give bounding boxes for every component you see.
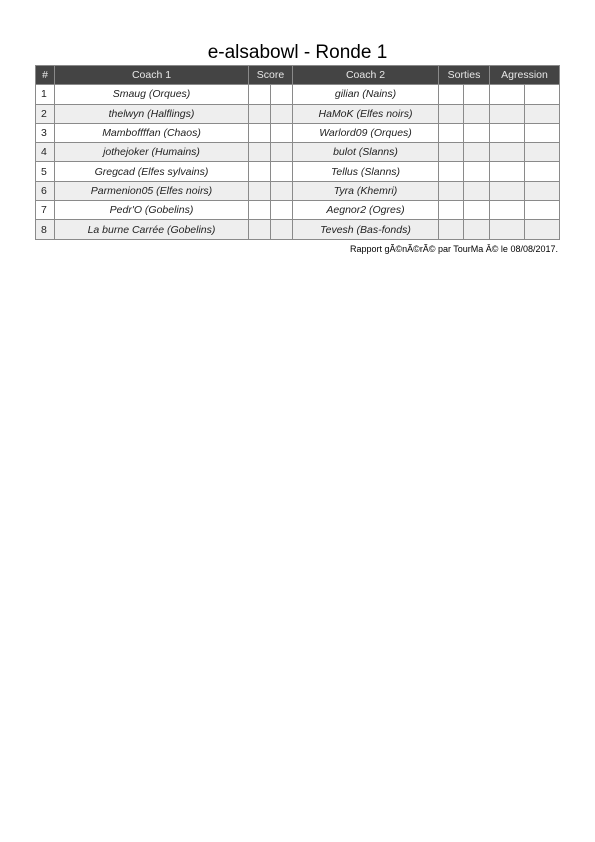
coach-1-cell: Mamboffffan (Chaos)	[55, 123, 249, 142]
table-row	[36, 220, 560, 239]
sorties-2-cell	[464, 162, 490, 181]
header-sorties: Sorties	[439, 66, 490, 85]
coach-1-cell: Pedr'O (Gobelins)	[55, 201, 249, 220]
pairings-table	[35, 65, 560, 240]
sorties-1-cell	[439, 220, 464, 239]
score-1-cell	[249, 143, 271, 162]
score-1-cell	[249, 181, 271, 200]
agression-1-cell	[490, 123, 525, 142]
page-title: e-alsabowl - Ronde 1	[207, 42, 388, 63]
score-1-cell	[249, 201, 271, 220]
table-row	[36, 104, 560, 123]
coach-2-cell: Warlord09 (Orques)	[293, 123, 439, 142]
sorties-1-cell	[439, 162, 464, 181]
row-number: 3	[36, 123, 55, 142]
agression-2-cell	[525, 123, 560, 142]
agression-2-cell	[525, 220, 560, 239]
coach-2-cell: bulot (Slanns)	[293, 143, 439, 162]
sorties-1-cell	[439, 85, 464, 104]
sorties-2-cell	[464, 181, 490, 200]
score-2-cell	[271, 123, 293, 142]
table-header-row	[36, 66, 560, 85]
agression-2-cell	[525, 181, 560, 200]
agression-2-cell	[525, 85, 560, 104]
score-2-cell	[271, 85, 293, 104]
agression-1-cell	[490, 104, 525, 123]
sorties-2-cell	[464, 220, 490, 239]
agression-2-cell	[525, 104, 560, 123]
score-2-cell	[271, 181, 293, 200]
agression-1-cell	[490, 181, 525, 200]
coach-2-cell: Tevesh (Bas-fonds)	[293, 220, 439, 239]
table-body	[36, 85, 560, 239]
row-number: 1	[36, 85, 55, 104]
coach-2-cell: HaMoK (Elfes noirs)	[293, 104, 439, 123]
sorties-2-cell	[464, 104, 490, 123]
sorties-1-cell	[439, 143, 464, 162]
agression-1-cell	[490, 201, 525, 220]
coach-2-cell: gilian (Nains)	[293, 85, 439, 104]
coach-1-cell: La burne Carrée (Gobelins)	[55, 220, 249, 239]
score-2-cell	[271, 220, 293, 239]
table-row	[36, 143, 560, 162]
sorties-1-cell	[439, 104, 464, 123]
header-coach-1: Coach 1	[55, 66, 249, 85]
agression-1-cell	[490, 143, 525, 162]
score-1-cell	[249, 85, 271, 104]
score-2-cell	[271, 104, 293, 123]
table-row	[36, 162, 560, 181]
sorties-2-cell	[464, 123, 490, 142]
table-row	[36, 201, 560, 220]
agression-1-cell	[490, 162, 525, 181]
agression-2-cell	[525, 201, 560, 220]
table-row	[36, 181, 560, 200]
sorties-2-cell	[464, 143, 490, 162]
score-2-cell	[271, 201, 293, 220]
coach-1-cell: thelwyn (Halflings)	[55, 104, 249, 123]
table-row	[36, 123, 560, 142]
score-1-cell	[249, 220, 271, 239]
row-number: 7	[36, 201, 55, 220]
score-2-cell	[271, 143, 293, 162]
row-number: 8	[36, 220, 55, 239]
coach-2-cell: Tellus (Slanns)	[293, 162, 439, 181]
coach-1-cell: Smaug (Orques)	[55, 85, 249, 104]
sorties-1-cell	[439, 201, 464, 220]
row-number: 4	[36, 143, 55, 162]
header-number: #	[36, 66, 55, 85]
agression-1-cell	[490, 85, 525, 104]
agression-2-cell	[525, 143, 560, 162]
row-number: 2	[36, 104, 55, 123]
row-number: 6	[36, 181, 55, 200]
coach-2-cell: Tyra (Khemri)	[293, 181, 439, 200]
report-footer: Rapport gÃ©nÃ©rÃ© par TourMa Â© le 08/08/2017.	[350, 244, 558, 254]
score-1-cell	[249, 104, 271, 123]
coach-1-cell: jothejoker (Humains)	[55, 143, 249, 162]
score-2-cell	[271, 162, 293, 181]
coach-1-cell: Gregcad (Elfes sylvains)	[55, 162, 249, 181]
agression-1-cell	[490, 220, 525, 239]
sorties-2-cell	[464, 85, 490, 104]
coach-1-cell: Parmenion05 (Elfes noirs)	[55, 181, 249, 200]
sorties-1-cell	[439, 181, 464, 200]
coach-2-cell: Aegnor2 (Ogres)	[293, 201, 439, 220]
agression-2-cell	[525, 162, 560, 181]
score-1-cell	[249, 123, 271, 142]
score-1-cell	[249, 162, 271, 181]
sorties-1-cell	[439, 123, 464, 142]
table-row	[36, 85, 560, 104]
sorties-2-cell	[464, 201, 490, 220]
header-score: Score	[249, 66, 293, 85]
row-number: 5	[36, 162, 55, 181]
header-coach-2: Coach 2	[293, 66, 439, 85]
header-agression: Agression	[490, 66, 560, 85]
